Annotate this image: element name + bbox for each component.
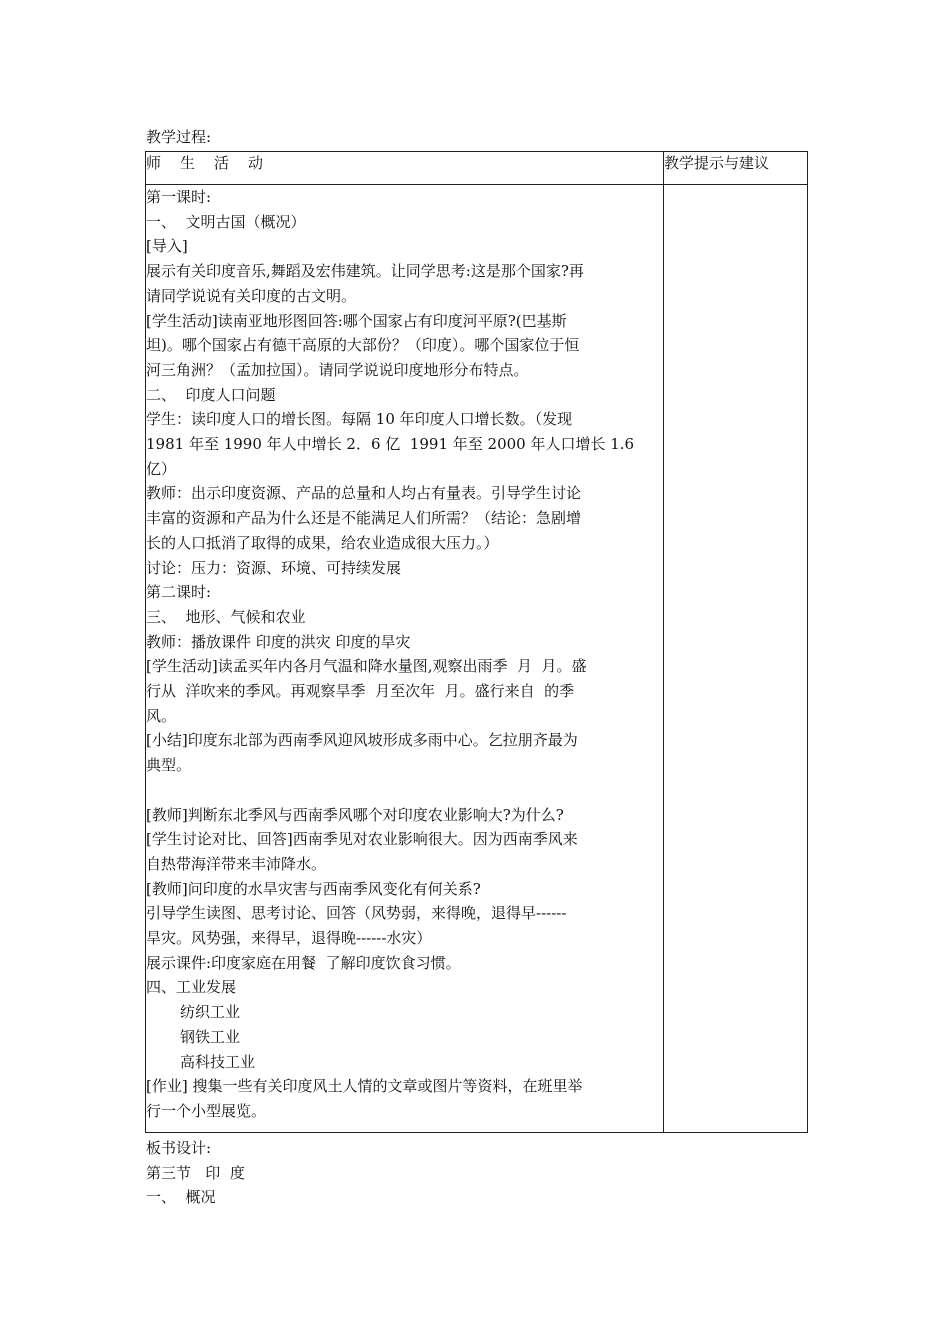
activity-cell — [146, 185, 664, 1133]
section-title: 第三节 印 度 — [146, 1163, 245, 1182]
lesson-line: 展示有关印度音乐,舞蹈及宏伟建筑。让同学思考:这是那个国家?再 — [146, 262, 584, 281]
table-header-row — [146, 152, 808, 185]
lesson-line: [教师]问印度的水旱灾害与西南季风变化有何关系? — [146, 879, 481, 898]
lesson-line: 学生：读印度人口的增长图。每隔 10 年印度人口增长数。（发现 — [146, 410, 573, 429]
lesson-line: 高科技工业 — [180, 1052, 256, 1071]
lesson-line: 1981 年至 1990 年人中增长 2．6 亿 1991 年至 2000 年人口增长 1.6 — [146, 435, 635, 454]
lesson-line: 第一课时: — [146, 188, 212, 206]
lesson-table — [145, 151, 808, 1133]
lesson-line: 第二课时: — [146, 583, 212, 602]
lesson-line: [学生讨论对比、回答]西南季见对农业影响很大。因为西南季风来 — [146, 830, 578, 849]
header-teacher-student-activity — [146, 152, 664, 185]
lesson-line: [导入] — [146, 237, 188, 256]
lesson-line: 展示课件:印度家庭在用餐 了解印度饮食习惯。 — [146, 953, 461, 972]
lesson-line: [小结]印度东北部为西南季风迎风坡形成多雨中心。乞拉朋齐最为 — [146, 731, 578, 750]
lesson-line: [作业] 搜集一些有关印度风土人情的文章或图片等资料，在班里举 — [146, 1077, 583, 1096]
lesson-line: 亿） — [146, 459, 177, 478]
lesson-line — [146, 778, 663, 803]
lesson-line: [学生活动]读孟买年内各月气温和降水量图,观察出雨季 月 月。盛 — [146, 657, 587, 676]
lesson-line: 丰富的资源和产品为什么还是不能满足人们所需？（结论：急剧增 — [146, 509, 582, 528]
table-body-row — [146, 185, 808, 1133]
header-char: 动 — [248, 154, 265, 172]
lesson-line: 纺织工业 — [180, 1003, 241, 1022]
header-char: 生 — [180, 154, 197, 172]
lesson-line: 行一个小型展览。 — [146, 1102, 267, 1120]
lesson-line: 请同学说说有关印度的古文明。 — [146, 286, 357, 305]
board-design-label: 板书设计: — [146, 1139, 212, 1157]
lesson-line: 自热带海洋带来丰沛降水。 — [146, 854, 327, 873]
lesson-line: 旱灾。风势强，来得早，退得晚------水灾） — [146, 929, 432, 948]
lesson-line: 风。 — [146, 706, 177, 725]
lesson-line: 引导学生读图、思考讨论、回答（风势弱，来得晚，退得早------ — [146, 904, 567, 923]
header-teaching-tips: 教学提示与建议 — [664, 152, 808, 185]
lesson-line: 坦)。哪个国家占有德干高原的大部份？（印度）。哪个国家位于恒 — [146, 336, 580, 355]
lesson-line: 钢铁工业 — [180, 1027, 241, 1046]
lesson-line: 行从 洋吹来的季风。再观察旱季 月至次年 月。盛行来自 的季 — [146, 682, 575, 701]
lesson-line: 二、 印度人口问题 — [146, 385, 276, 404]
page-heading: 教学过程: — [146, 128, 212, 146]
lesson-line: 典型。 — [146, 756, 192, 775]
lesson-line: 三、 地形、气候和农业 — [146, 607, 306, 626]
outline-item: 一、 概况 — [146, 1188, 216, 1207]
tips-cell — [664, 185, 808, 1133]
lesson-line: 一、 文明古国（概况） — [146, 212, 306, 231]
header-char: 活 — [214, 154, 231, 172]
lesson-line: 河三角洲？（孟加拉国）。请同学说说印度地形分布特点。 — [146, 360, 529, 379]
lesson-line: [学生活动]读南亚地形图回答:哪个国家占有印度河平原?(巴基斯 — [146, 311, 567, 330]
header-char: 师 — [146, 154, 163, 172]
lesson-line: 教师：出示印度资源、产品的总量和人均占有量表。引导学生讨论 — [146, 484, 582, 503]
lesson-line: 教师：播放课件 印度的洪灾 印度的旱灾 — [146, 632, 411, 651]
lesson-line: 四、工业发展 — [146, 978, 237, 997]
lesson-line: 长的人口抵消了取得的成果，给农业造成很大压力。） — [146, 533, 499, 552]
board-design-section — [146, 1136, 245, 1210]
lesson-line: [教师]判断东北季风与西南季风哪个对印度农业影响大?为什么? — [146, 805, 564, 824]
lesson-line: 讨论：压力：资源、环境、可持续发展 — [146, 558, 402, 577]
